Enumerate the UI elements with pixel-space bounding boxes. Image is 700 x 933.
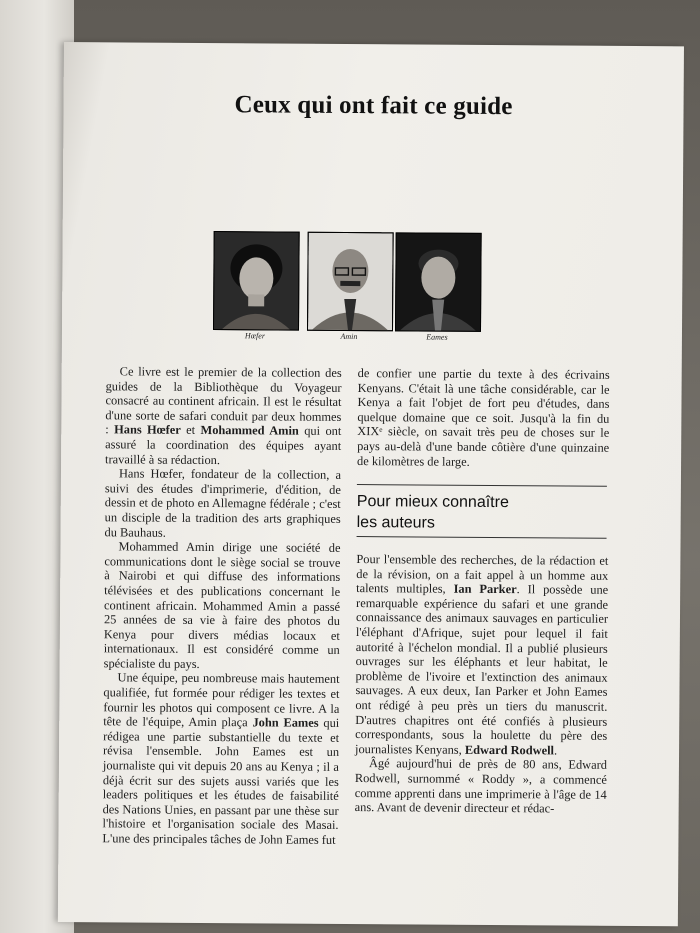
right-column-bottom	[355, 552, 609, 816]
right-paragraph-2: Âgé aujourd'hui de près de 80 ans, Edward Rodwell, surnommé « Roddy », a commencé comme apprenti dans une imprimerie à l'âge de 14 ans. Avant de devenir directeur et rédac-	[354, 756, 608, 816]
section-title-line-2: les auteurs	[356, 514, 435, 532]
photo-caption-hoefer: Hœfer	[244, 331, 265, 341]
right-p1-text-a: Pour l'ensemble des recherches, de la rédaction et de la révision, on a fait appel à un homme aux talents multiples,	[356, 552, 609, 596]
photo-caption-amin: Amin	[340, 331, 358, 342]
name-edward-rodwell: Edward Rodwell	[464, 742, 555, 758]
portrait-amin-icon	[308, 233, 393, 331]
portrait-eames-icon	[396, 233, 481, 331]
photo-hoefer	[213, 231, 300, 331]
left-p1-text-a: Ce livre est le premier de la collection des guides de la Bibliothèque du Voyageur consacré au continent africain. Il est le résultat d'une sorte de safari conduit par deux hommes :	[105, 364, 342, 437]
right-paragraph-1	[355, 552, 608, 758]
section-title	[357, 491, 607, 535]
photo-amin	[307, 232, 394, 332]
left-p4-text-a: Une équipe, peu nombreuse mais hautement qualifiée, fut formée pour rédiger les textes et fournir les photos qui composent ce livre. A la tête de l'équipe, Amin plaça	[103, 670, 340, 730]
right-p1-text-c: .	[553, 743, 558, 758]
left-paragraph-3: Mohammed Amin dirige une société de communications dont le siège social se trouve à Nairobi et qui diffuse des informations télévisées et des publications concernant le continent africain. Mohammed Amin a passé 25 années de sa vie à faire des photos du Kenya pour divers médias locaux et internationaux. Il est considéré comme un spécialiste du pays.	[103, 539, 341, 671]
left-p1-text-b: qui ont assuré la coordination des équipes ayant travaillé à sa rédaction.	[105, 424, 342, 467]
name-hans-hoefer: Hans Hœfer	[114, 422, 181, 438]
section-rule-bottom	[357, 536, 607, 539]
name-ian-parker: Ian Parker	[453, 581, 517, 597]
left-p1-and: et	[180, 423, 201, 438]
photo-eames	[395, 232, 482, 332]
photo-caption-eames: Eames	[426, 332, 448, 342]
right-column-top	[357, 366, 610, 470]
section-rule-top	[357, 484, 607, 487]
name-john-eames: John Eames	[252, 715, 319, 731]
left-paragraph-1	[105, 364, 342, 468]
left-paragraph-4	[102, 671, 339, 848]
book-page	[58, 42, 684, 926]
portrait-hoefer-icon	[214, 232, 299, 330]
right-p1-text-b: . Il possède une remarquable expérience du safari et une grande connaissance des animaux sauvages en particulier l'éléphant d'Afrique, sujet pour lequel il fait autorité à l'échelon mondial. Il a publié plusieurs ouvrages sur les éléphants et leur habitat, le problème de l'ivoire et l'extinction des animaux sauvages. A eux deux, Ian Parker et John Eames ont rédigé à peu près un tiers du manuscrit. D'autres chapitres ont été confiés à plusieurs correspondants, sous la houlette du père des journalistes Kenyans,	[355, 582, 609, 757]
page-title: Ceux qui ont fait ce guide	[234, 91, 513, 121]
right-top-paragraph: de confier une partie du texte à des écrivains Kenyans. C'était là une tâche considérable, car le Kenya a fait l'objet de fort peu d'études, dans quelque domaine que ce soit. Jusqu'à la fin du XIXᵉ siècle, on savait très peu de choses sur le pays au-delà d'une bande côtière d'une quinzaine de kilomètres de large.	[357, 366, 610, 469]
name-mohammed-amin: Mohammed Amin	[200, 423, 299, 439]
left-p4-text-b: qui rédigea une partie substantielle du texte et révisa l'ensemble. John Eames est un journaliste qui vit depuis 20 ans au Kenya ; il a déjà écrit sur des sujets aussi variés que les leaders politiques et les études de faisabilité des Nations Unies, en passant par une thèse sur l'histoire et l'organisation sociale des Masai. L'une des principales tâches de John Eames fut	[102, 716, 340, 847]
section-title-line-1: Pour mieux connaître	[356, 493, 509, 512]
left-column	[102, 364, 341, 847]
left-paragraph-2: Hans Hœfer, fondateur de la collection, a suivi des études d'imprimerie, d'édition, de dessin et de photo en Allemagne fédérale ; c'est un disciple de la tradition des arts graphiques du Bauhaus.	[104, 466, 342, 540]
